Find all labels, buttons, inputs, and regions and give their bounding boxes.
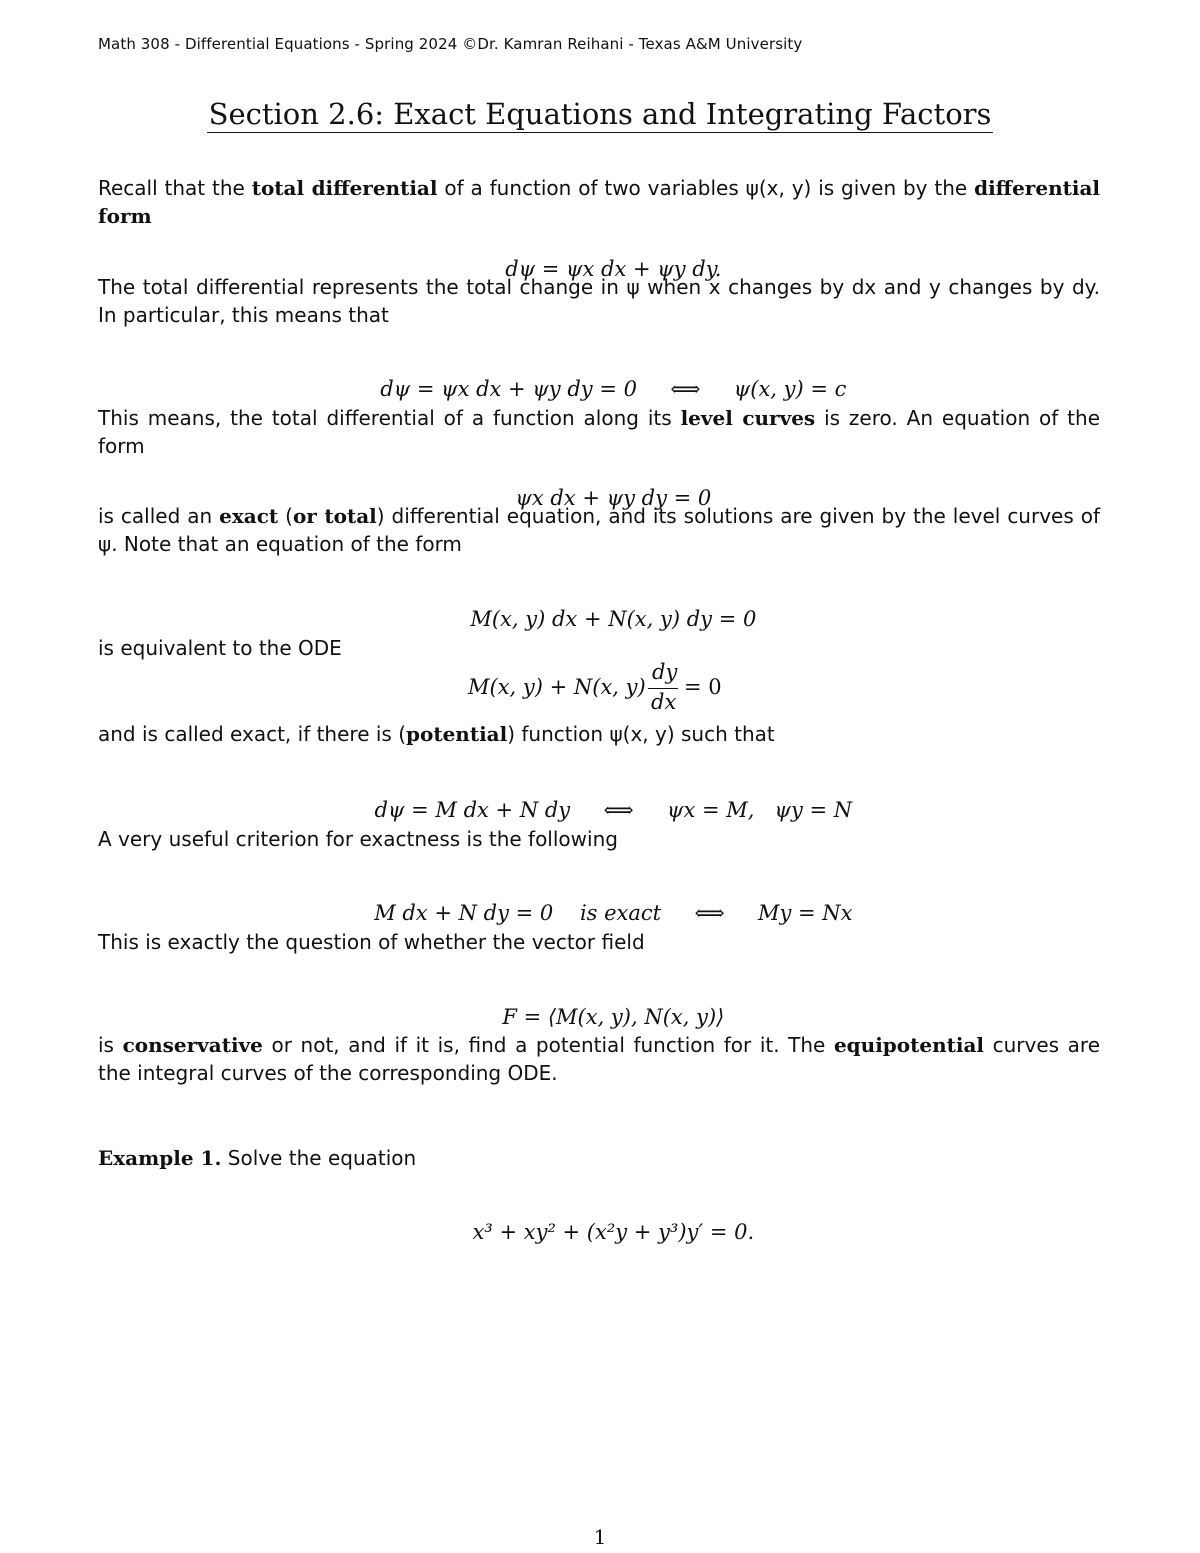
equation-ode-form: M(x, y) + N(x, y) dy dx = 0 xyxy=(468,660,722,714)
equation-exact-form: ψx dx + ψy dy = 0 xyxy=(515,486,712,510)
equation-level-curve-equivalence: dψ = ψx dx + ψy dy = 0 ⟺ ψ(x, y) = c xyxy=(380,377,847,401)
example-heading: Example 1. Solve the equation xyxy=(98,1146,417,1170)
page-header: Math 308 - Differential Equations - Spring 2024 ©Dr. Kamran Reihani - Texas A&M University xyxy=(98,35,803,53)
equation-example-1: x³ + xy² + (x²y + y³)y′ = 0. xyxy=(472,1220,755,1244)
equation-m-n-form: M(x, y) dx + N(x, y) dy = 0 xyxy=(470,607,757,631)
page-number: 1 xyxy=(593,1525,607,1549)
paragraph-level-curves: This means, the total differential of a function along its level curves is zero. An equation of the form xyxy=(98,406,1101,458)
equation-vector-field: F = ⟨M(x, y), N(x, y)⟩ xyxy=(502,1005,725,1029)
paragraph-total-change: The total differential represents the total change in ψ when x changes by dx and y changes by dy. In particular, this means that xyxy=(98,275,1100,327)
section-title: Section 2.6: Exact Equations and Integrating Factors xyxy=(208,97,992,131)
equation-potential-condition: dψ = M dx + N dy ⟺ ψx = M, ψy = N xyxy=(374,798,853,822)
paragraph-conservative: is conservative or not, and if it is, find a potential function for it. The equipotential curves are the integral curves of the corresponding ODE. xyxy=(98,1033,1100,1085)
paragraph-criterion: A very useful criterion for exactness is the following xyxy=(98,827,618,851)
paragraph-total-differential: Recall that the total differential of a function of two variables ψ(x, y) is given by the differential form xyxy=(98,176,1100,228)
paragraph-equivalent-ode: is equivalent to the ODE xyxy=(98,636,342,660)
paragraph-potential-function: and is called exact, if there is (potential) function ψ(x, y) such that xyxy=(98,722,775,746)
paragraph-vector-field: This is exactly the question of whether the vector field xyxy=(98,930,645,954)
equation-total-differential: dψ = ψx dx + ψy dy. xyxy=(505,257,722,281)
fraction-bar xyxy=(648,688,678,689)
paragraph-exact-definition: is called an exact (or total) differential equation, and its solutions are given by the level curves of ψ. Note that an equation of the form xyxy=(98,504,1100,556)
equation-exactness-criterion: M dx + N dy = 0 is exact ⟺ My = Nx xyxy=(374,901,853,925)
